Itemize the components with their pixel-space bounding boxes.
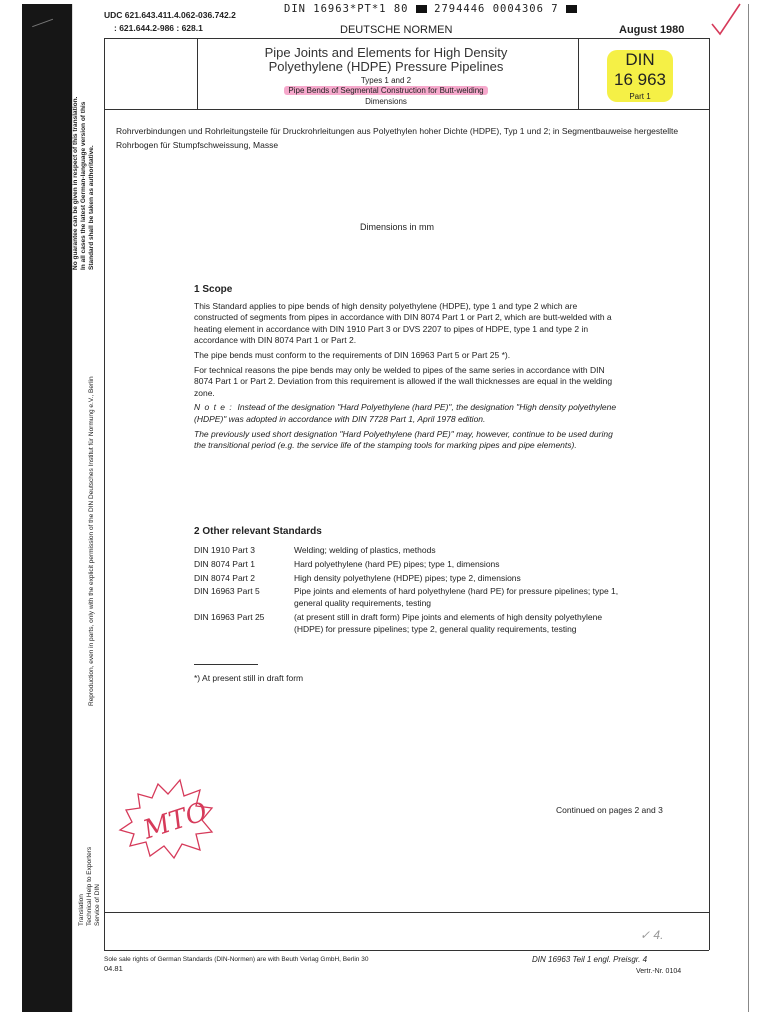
translation-line-3: Service of DIN (94, 884, 101, 926)
standard-code: DIN 8074 Part 2 (194, 572, 255, 583)
footer-left (104, 955, 368, 973)
standard-text: Welding; welding of plastics, methods (294, 545, 436, 555)
standard-code: DIN 1910 Part 3 (194, 545, 255, 555)
standard-text: Hard polyethylene (hard PE) pipes; type 1, dimensions (294, 558, 500, 569)
standard-text: (at present still in draft form) Pipe joints and elements of high density polyethylene (HDPE) for pressure pipelines; type 2, general quality requirements, testing (294, 611, 603, 634)
title-line-1: Pipe Joints and Elements for High Density (264, 45, 508, 60)
din-part: Part 1 (629, 92, 651, 101)
udc-line-2: : 621.644.2-986 : 628.1 (114, 23, 203, 33)
translation-line-2: Technical Help to Exporters (86, 846, 93, 926)
scan-block-mark (566, 5, 577, 13)
scope-section (194, 284, 622, 455)
standard-code: DIN 8074 Part 1 (194, 558, 255, 569)
title-line-2: Polyethylene (HDPE) Pressure Pipelines (268, 59, 504, 74)
scope-note-2: The previously used short designation "Hard Polyethylene (hard PE)" may, however, continue to be used during the transitional period (e.g. the service life of the stamping tools for marking pipes and pipe elements). (194, 428, 613, 451)
scan-code-line (284, 3, 577, 15)
footer-sales-rights: Sole sale rights of German Standards (DIN-Normen) are with Beuth Verlag GmbH, Berlin 30 (104, 956, 369, 963)
standard-code: DIN 16963 Part 5 (194, 586, 260, 597)
disclaimer-line-2: In all cases the latest German-language version of this (80, 101, 87, 270)
title-subtitle (198, 86, 574, 95)
translation-line-1: Translation (78, 894, 85, 926)
sidebar-disclaimer (72, 40, 96, 270)
list-item (194, 612, 624, 636)
standards-list (194, 545, 624, 638)
footer-date-code: 04.81 (104, 964, 123, 973)
list-item (194, 586, 624, 610)
udc-line-1: UDC 621.643.411.4.062-036.742.2 (104, 10, 236, 20)
disclaimer-line-1: No guarantee can be given in respect of this translation. (72, 96, 79, 270)
title-types: Types 1 and 2 (360, 76, 412, 85)
scan-code-a: DIN 16963*PT*1 80 (284, 3, 409, 15)
continued-note: Continued on pages 2 and 3 (556, 805, 663, 815)
list-item (194, 559, 624, 571)
udc-classification (104, 9, 236, 35)
standard-text: High density polyethylene (HDPE) pipes; type 2, dimensions (294, 572, 521, 583)
red-check-mark-icon (708, 2, 744, 38)
red-stamp-icon (112, 770, 220, 866)
footer-rule-lower (104, 950, 709, 951)
footer-ref: DIN 16963 Teil 1 engl. Preisgr. 4 (532, 955, 648, 964)
scope-paragraph-1: This Standard applies to pipe bends of high density polyethylene (HDPE), type 1 and type 2 which are constructed of segments from pipes in accordance with DIN 8074 Part 1 or Part 2, which are butt-welded with a heating element in accordance with DIN 1910 Part 3 or DVS 2207 to pipes of HDPE, type 1 and type 2 in accordance with DIN 8074 Part 1 or Part 2. (194, 300, 612, 346)
footer-vertr: Vertr.-Nr. 0104 (636, 968, 682, 975)
standards-heading: 2 Other relevant Standards (194, 526, 322, 537)
list-item (194, 573, 624, 585)
german-title: Rohrverbindungen und Rohrleitungsteile für Druckrohrleitungen aus Polyethylen hoher Dichte (HDPE), Typ 1 und 2; in Segmentbauweise hergestellte Rohrbogen für Stumpfschweissung, Masse (116, 126, 679, 150)
footnote-rule (194, 664, 258, 665)
scope-paragraph-2: The pipe bends must conform to the requirements of DIN 16963 Part 5 or Part 25 *). (194, 349, 511, 360)
subtitle-highlight: Pipe Bends of Segmental Construction for Butt-welding (284, 86, 487, 95)
standard-code: DIN 16963 Part 25 (194, 611, 265, 622)
scope-note-1 (194, 402, 622, 425)
footnote: *) At present still in draft form (194, 673, 304, 683)
issue-date: August 1980 (619, 24, 685, 36)
standard-text: Pipe joints and elements of hard polyethylene (hard PE) for pressure pipelines; type 1, general quality requirements, testing (294, 586, 619, 609)
sidebar-translation (78, 847, 102, 926)
scope-paragraph-3: For technical reasons the pipe bends may only be welded to pipes of the same series in accordance with DIN 8074 Part 1 or Part 2. Deviation from this requirement is allowed if the wall thicknesses are equal in the welding zone. (194, 364, 613, 398)
sidebar-reproduction: Reproduction, even in parts, only with the explicit permission of the DIN Deutsches Institut für Normung e.V., Berlin (88, 376, 95, 706)
title-dimensions: Dimensions (365, 97, 407, 106)
scope-heading: 1 Scope (194, 284, 233, 295)
org-name: DEUTSCHE NORMEN (340, 24, 453, 36)
dimensions-note: Dimensions in mm (360, 222, 435, 232)
scan-code-b: 2794446 0004306 7 (434, 3, 559, 15)
note-text-1: Instead of the designation "Hard Polyethylene (hard PE)", the designation "High density polyethylene (HDPE)" was adopted in accordance with DIN 7728 Part 1, April 1978 edition. (194, 402, 617, 424)
din-number: 16 963 (614, 70, 666, 89)
header-divider-right (578, 39, 579, 109)
list-item (194, 545, 624, 557)
stamp-text: MTO (139, 796, 212, 846)
note-label: N o t e : (194, 402, 233, 413)
din-number-box (600, 48, 680, 106)
scan-block-mark (416, 5, 427, 13)
document-title (198, 46, 574, 74)
footer-rule-upper (104, 912, 709, 913)
disclaimer-line-3: Standard shall be taken as authoritative. (88, 145, 95, 270)
din-label: DIN (625, 50, 655, 69)
handwritten-scribble: ✓ 4. (640, 928, 664, 942)
scan-shadow-bar (22, 4, 72, 1012)
